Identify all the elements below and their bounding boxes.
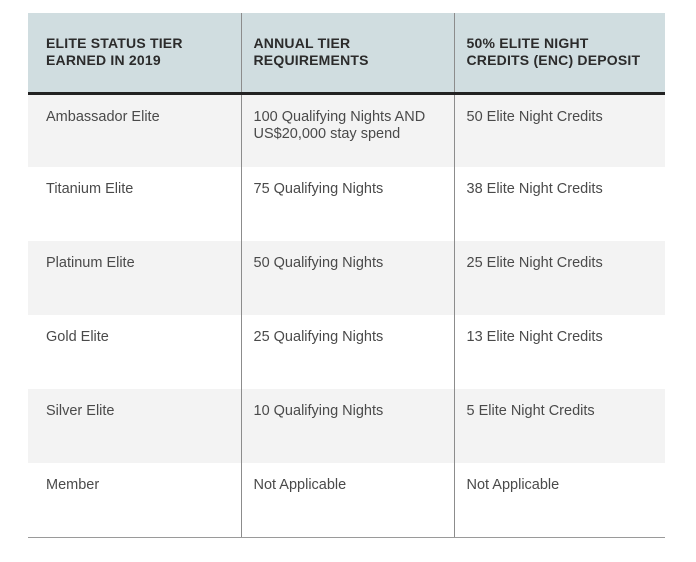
table-header bbox=[28, 13, 665, 93]
table-row bbox=[28, 463, 665, 537]
enc-deposit-cell: 5 Elite Night Credits bbox=[454, 389, 665, 463]
enc-deposit-cell: 50 Elite Night Credits bbox=[454, 93, 665, 167]
tier-cell: Ambassador Elite bbox=[28, 93, 241, 167]
enc-deposit-cell: 38 Elite Night Credits bbox=[454, 167, 665, 241]
tier-cell: Gold Elite bbox=[46, 329, 109, 345]
enc-deposit-cell: 25 Elite Night Credits bbox=[454, 241, 665, 315]
table-row bbox=[28, 241, 665, 315]
tier-cell: Titanium Elite bbox=[46, 181, 134, 197]
table-row bbox=[28, 167, 665, 241]
requirement-cell: 25 Qualifying Nights bbox=[241, 315, 454, 389]
tier-cell: Member bbox=[28, 463, 241, 537]
table-row bbox=[28, 93, 665, 167]
table-row bbox=[28, 389, 665, 463]
enc-deposit-cell: Not Applicable bbox=[454, 463, 665, 537]
requirement-cell: 10 Qualifying Nights bbox=[241, 389, 454, 463]
requirement-cell: 100 Qualifying Nights AND US$20,000 stay spend bbox=[241, 93, 454, 167]
header-row bbox=[28, 13, 665, 93]
tier-cell: Silver Elite bbox=[28, 389, 241, 463]
requirement-cell: 75 Qualifying Nights bbox=[241, 167, 454, 241]
header-enc-deposit: 50% ELITE NIGHT CREDITS (ENC) DEPOSIT bbox=[454, 13, 665, 93]
requirement-cell: Not Applicable bbox=[241, 463, 454, 537]
requirement-cell: 50 Qualifying Nights bbox=[241, 241, 454, 315]
header-annual-tier-requirements: ANNUAL TIER REQUIREMENTS bbox=[241, 13, 454, 93]
elite-tier-table bbox=[28, 13, 665, 538]
elite-tier-table-container bbox=[28, 13, 665, 538]
header-elite-status-tier: ELITE STATUS TIER EARNED IN 2019 bbox=[28, 13, 241, 93]
enc-deposit-cell: 13 Elite Night Credits bbox=[454, 315, 665, 389]
table-row bbox=[28, 315, 665, 389]
table-body bbox=[28, 93, 665, 537]
tier-cell: Platinum Elite bbox=[28, 241, 241, 315]
